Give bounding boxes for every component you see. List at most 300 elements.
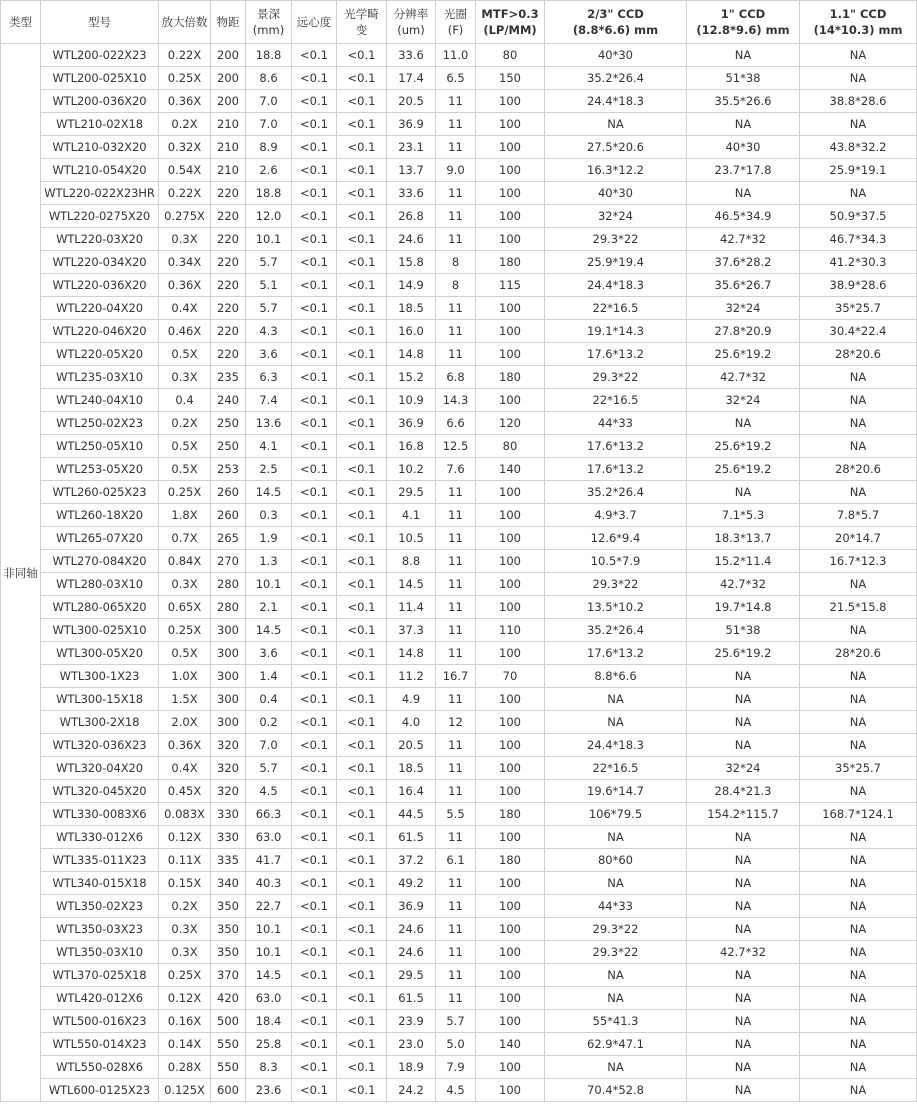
table-row: [1, 205, 917, 228]
cell-depth: 10.1: [246, 228, 292, 251]
cell-telecentricity: <0.1: [292, 987, 337, 1010]
cell-ccd-1: NA: [687, 849, 800, 872]
cell-ccd-2-3: 4.9*3.7: [545, 504, 687, 527]
cell-distortion: <0.1: [337, 1056, 387, 1079]
cell-mtf: 110: [476, 619, 545, 642]
table-row: [1, 320, 917, 343]
cell-magnification: 0.22X: [159, 182, 211, 205]
cell-telecentricity: <0.1: [292, 90, 337, 113]
cell-aperture: 11: [436, 205, 476, 228]
table-row: [1, 573, 917, 596]
cell-distortion: <0.1: [337, 573, 387, 596]
cell-model: WTL220-036X20: [41, 274, 159, 297]
cell-resolution: 29.5: [387, 481, 436, 504]
cell-ccd-1: 42.7*32: [687, 573, 800, 596]
cell-telecentricity: <0.1: [292, 44, 337, 67]
cell-resolution: 24.6: [387, 941, 436, 964]
cell-distortion: <0.1: [337, 182, 387, 205]
cell-ccd-1-1: NA: [800, 1033, 917, 1056]
cell-resolution: 8.8: [387, 550, 436, 573]
cell-model: WTL550-028X6: [41, 1056, 159, 1079]
cell-object-distance: 350: [211, 895, 246, 918]
cell-ccd-2-3: 29.3*22: [545, 918, 687, 941]
cell-telecentricity: <0.1: [292, 412, 337, 435]
cell-ccd-1-1: 38.9*28.6: [800, 274, 917, 297]
cell-resolution: 23.1: [387, 136, 436, 159]
cell-model: WTL300-025X10: [41, 619, 159, 642]
table-row: [1, 1056, 917, 1079]
cell-ccd-1-1: 28*20.6: [800, 343, 917, 366]
cell-object-distance: 210: [211, 159, 246, 182]
cell-model: WTL300-05X20: [41, 642, 159, 665]
cell-depth: 8.3: [246, 1056, 292, 1079]
cell-magnification: 0.11X: [159, 849, 211, 872]
cell-ccd-1-1: 28*20.6: [800, 458, 917, 481]
cell-ccd-2-3: 35.2*26.4: [545, 619, 687, 642]
cell-ccd-1-1: 38.8*28.6: [800, 90, 917, 113]
cell-ccd-1-1: NA: [800, 67, 917, 90]
cell-mtf: 100: [476, 1056, 545, 1079]
header-ccd-1: 1" CCD (12.8*9.6) mm: [687, 1, 800, 44]
table-row: [1, 665, 917, 688]
cell-ccd-1: NA: [687, 412, 800, 435]
cell-ccd-1: 19.7*14.8: [687, 596, 800, 619]
cell-ccd-1-1: 41.2*30.3: [800, 251, 917, 274]
cell-ccd-2-3: 55*41.3: [545, 1010, 687, 1033]
table-row: [1, 1010, 917, 1033]
cell-distortion: <0.1: [337, 343, 387, 366]
cell-magnification: 0.3X: [159, 366, 211, 389]
cell-mtf: 100: [476, 481, 545, 504]
cell-resolution: 36.9: [387, 895, 436, 918]
table-row: [1, 182, 917, 205]
cell-magnification: 0.28X: [159, 1056, 211, 1079]
cell-model: WTL280-03X10: [41, 573, 159, 596]
cell-telecentricity: <0.1: [292, 665, 337, 688]
cell-telecentricity: <0.1: [292, 274, 337, 297]
cell-resolution: 44.5: [387, 803, 436, 826]
table-row: [1, 481, 917, 504]
cell-distortion: <0.1: [337, 619, 387, 642]
cell-ccd-1: NA: [687, 1056, 800, 1079]
cell-ccd-1-1: 16.7*12.3: [800, 550, 917, 573]
cell-distortion: <0.1: [337, 964, 387, 987]
cell-ccd-1: 25.6*19.2: [687, 435, 800, 458]
table-row: [1, 389, 917, 412]
cell-aperture: 11: [436, 320, 476, 343]
cell-resolution: 20.5: [387, 90, 436, 113]
cell-ccd-1-1: NA: [800, 1079, 917, 1102]
cell-ccd-1: NA: [687, 1079, 800, 1102]
cell-magnification: 0.25X: [159, 481, 211, 504]
cell-magnification: 0.46X: [159, 320, 211, 343]
cell-magnification: 0.25X: [159, 964, 211, 987]
cell-telecentricity: <0.1: [292, 1033, 337, 1056]
cell-ccd-1: NA: [687, 734, 800, 757]
cell-telecentricity: <0.1: [292, 941, 337, 964]
table-row: [1, 895, 917, 918]
cell-distortion: <0.1: [337, 1010, 387, 1033]
cell-depth: 22.7: [246, 895, 292, 918]
cell-resolution: 15.8: [387, 251, 436, 274]
table-row: [1, 297, 917, 320]
cell-ccd-2-3: 25.9*19.4: [545, 251, 687, 274]
cell-magnification: 1.8X: [159, 504, 211, 527]
cell-depth: 2.1: [246, 596, 292, 619]
cell-magnification: 0.4X: [159, 297, 211, 320]
cell-depth: 63.0: [246, 826, 292, 849]
cell-ccd-1: 15.2*11.4: [687, 550, 800, 573]
cell-model: WTL253-05X20: [41, 458, 159, 481]
cell-ccd-2-3: 16.3*12.2: [545, 159, 687, 182]
cell-telecentricity: <0.1: [292, 596, 337, 619]
cell-resolution: 14.9: [387, 274, 436, 297]
cell-ccd-2-3: 17.6*13.2: [545, 435, 687, 458]
cell-ccd-2-3: 29.3*22: [545, 573, 687, 596]
cell-resolution: 11.4: [387, 596, 436, 619]
cell-aperture: 11: [436, 688, 476, 711]
cell-ccd-2-3: 13.5*10.2: [545, 596, 687, 619]
cell-ccd-1: 28.4*21.3: [687, 780, 800, 803]
cell-aperture: 11: [436, 964, 476, 987]
cell-object-distance: 250: [211, 435, 246, 458]
cell-resolution: 4.9: [387, 688, 436, 711]
cell-telecentricity: <0.1: [292, 918, 337, 941]
cell-ccd-2-3: 22*16.5: [545, 757, 687, 780]
cell-mtf: 70: [476, 665, 545, 688]
cell-ccd-2-3: 62.9*47.1: [545, 1033, 687, 1056]
cell-resolution: 29.5: [387, 964, 436, 987]
cell-resolution: 49.2: [387, 872, 436, 895]
cell-depth: 0.2: [246, 711, 292, 734]
cell-mtf: 180: [476, 849, 545, 872]
table-row: [1, 228, 917, 251]
cell-mtf: 100: [476, 918, 545, 941]
header-row: [1, 1, 917, 44]
cell-ccd-2-3: 17.6*13.2: [545, 343, 687, 366]
cell-ccd-2-3: 19.1*14.3: [545, 320, 687, 343]
cell-distortion: <0.1: [337, 251, 387, 274]
cell-ccd-1: NA: [687, 987, 800, 1010]
cell-telecentricity: <0.1: [292, 297, 337, 320]
table-row: [1, 458, 917, 481]
cell-mtf: 100: [476, 504, 545, 527]
cell-telecentricity: <0.1: [292, 458, 337, 481]
cell-resolution: 18.9: [387, 1056, 436, 1079]
cell-mtf: 100: [476, 1079, 545, 1102]
cell-aperture: 12.5: [436, 435, 476, 458]
cell-ccd-1: 35.6*26.7: [687, 274, 800, 297]
cell-ccd-1: 42.7*32: [687, 228, 800, 251]
cell-aperture: 7.6: [436, 458, 476, 481]
cell-ccd-1: 27.8*20.9: [687, 320, 800, 343]
cell-distortion: <0.1: [337, 113, 387, 136]
cell-telecentricity: <0.1: [292, 688, 337, 711]
cell-depth: 8.9: [246, 136, 292, 159]
cell-object-distance: 320: [211, 780, 246, 803]
cell-aperture: 11: [436, 228, 476, 251]
cell-ccd-1: 35.5*26.6: [687, 90, 800, 113]
cell-object-distance: 350: [211, 941, 246, 964]
cell-distortion: <0.1: [337, 849, 387, 872]
cell-magnification: 0.3X: [159, 228, 211, 251]
cell-model: WTL220-034X20: [41, 251, 159, 274]
cell-ccd-1: 18.3*13.7: [687, 527, 800, 550]
cell-distortion: <0.1: [337, 803, 387, 826]
cell-ccd-2-3: 40*30: [545, 182, 687, 205]
table-row: [1, 757, 917, 780]
cell-depth: 41.7: [246, 849, 292, 872]
cell-distortion: <0.1: [337, 458, 387, 481]
cell-magnification: 0.5X: [159, 343, 211, 366]
cell-resolution: 10.9: [387, 389, 436, 412]
cell-magnification: 0.5X: [159, 642, 211, 665]
table-row: [1, 688, 917, 711]
cell-mtf: 100: [476, 941, 545, 964]
cell-distortion: <0.1: [337, 435, 387, 458]
cell-aperture: 11: [436, 619, 476, 642]
cell-ccd-1-1: NA: [800, 1010, 917, 1033]
cell-aperture: 11: [436, 481, 476, 504]
cell-distortion: <0.1: [337, 688, 387, 711]
cell-ccd-2-3: 22*16.5: [545, 389, 687, 412]
cell-model: WTL235-03X10: [41, 366, 159, 389]
cell-ccd-1: 154.2*115.7: [687, 803, 800, 826]
cell-model: WTL300-1X23: [41, 665, 159, 688]
cell-depth: 10.1: [246, 573, 292, 596]
cell-telecentricity: <0.1: [292, 895, 337, 918]
cell-depth: 18.8: [246, 182, 292, 205]
cell-distortion: <0.1: [337, 320, 387, 343]
cell-distortion: <0.1: [337, 711, 387, 734]
cell-ccd-1: NA: [687, 1033, 800, 1056]
cell-aperture: 11: [436, 90, 476, 113]
cell-mtf: 100: [476, 113, 545, 136]
cell-ccd-1-1: 28*20.6: [800, 642, 917, 665]
cell-aperture: 11: [436, 550, 476, 573]
cell-mtf: 140: [476, 458, 545, 481]
cell-magnification: 1.0X: [159, 665, 211, 688]
cell-ccd-1: 25.6*19.2: [687, 642, 800, 665]
cell-distortion: <0.1: [337, 44, 387, 67]
cell-distortion: <0.1: [337, 527, 387, 550]
cell-object-distance: 265: [211, 527, 246, 550]
cell-ccd-1: 51*38: [687, 67, 800, 90]
cell-model: WTL550-014X23: [41, 1033, 159, 1056]
cell-resolution: 33.6: [387, 182, 436, 205]
table-row: [1, 918, 917, 941]
cell-depth: 7.0: [246, 90, 292, 113]
cell-object-distance: 550: [211, 1033, 246, 1056]
cell-depth: 14.5: [246, 481, 292, 504]
cell-ccd-1-1: NA: [800, 826, 917, 849]
cell-object-distance: 300: [211, 642, 246, 665]
cell-ccd-1: 42.7*32: [687, 366, 800, 389]
cell-resolution: 23.9: [387, 1010, 436, 1033]
cell-resolution: 16.8: [387, 435, 436, 458]
cell-telecentricity: <0.1: [292, 504, 337, 527]
cell-ccd-1: NA: [687, 688, 800, 711]
table-row: [1, 550, 917, 573]
cell-aperture: 11: [436, 895, 476, 918]
cell-resolution: 11.2: [387, 665, 436, 688]
cell-ccd-1: 25.6*19.2: [687, 343, 800, 366]
cell-ccd-1-1: 7.8*5.7: [800, 504, 917, 527]
cell-aperture: 5.0: [436, 1033, 476, 1056]
cell-resolution: 37.2: [387, 849, 436, 872]
cell-telecentricity: <0.1: [292, 320, 337, 343]
cell-ccd-2-3: 35.2*26.4: [545, 67, 687, 90]
cell-magnification: 0.54X: [159, 159, 211, 182]
cell-ccd-1-1: NA: [800, 964, 917, 987]
cell-aperture: 5.5: [436, 803, 476, 826]
cell-depth: 14.5: [246, 619, 292, 642]
cell-mtf: 100: [476, 90, 545, 113]
cell-object-distance: 220: [211, 182, 246, 205]
cell-aperture: 5.7: [436, 1010, 476, 1033]
cell-magnification: 1.5X: [159, 688, 211, 711]
cell-magnification: 0.22X: [159, 44, 211, 67]
cell-ccd-2-3: 29.3*22: [545, 941, 687, 964]
cell-aperture: 11: [436, 343, 476, 366]
cell-resolution: 13.7: [387, 159, 436, 182]
cell-ccd-1-1: NA: [800, 389, 917, 412]
cell-model: WTL330-012X6: [41, 826, 159, 849]
cell-telecentricity: <0.1: [292, 435, 337, 458]
cell-magnification: 0.16X: [159, 1010, 211, 1033]
table-row: [1, 412, 917, 435]
cell-model: WTL350-03X10: [41, 941, 159, 964]
cell-magnification: 0.65X: [159, 596, 211, 619]
cell-telecentricity: <0.1: [292, 550, 337, 573]
cell-depth: 5.7: [246, 757, 292, 780]
cell-resolution: 26.8: [387, 205, 436, 228]
header-ccd-1-1: 1.1" CCD (14*10.3) mm: [800, 1, 917, 44]
cell-depth: 5.1: [246, 274, 292, 297]
cell-resolution: 14.8: [387, 642, 436, 665]
cell-magnification: 0.4X: [159, 757, 211, 780]
cell-depth: 25.8: [246, 1033, 292, 1056]
cell-distortion: <0.1: [337, 642, 387, 665]
cell-model: WTL250-02X23: [41, 412, 159, 435]
cell-object-distance: 600: [211, 1079, 246, 1102]
cell-distortion: <0.1: [337, 412, 387, 435]
cell-ccd-2-3: NA: [545, 1056, 687, 1079]
cell-distortion: <0.1: [337, 481, 387, 504]
cell-depth: 14.5: [246, 964, 292, 987]
cell-object-distance: 220: [211, 320, 246, 343]
cell-object-distance: 500: [211, 1010, 246, 1033]
cell-ccd-1: NA: [687, 481, 800, 504]
cell-magnification: 0.25X: [159, 67, 211, 90]
cell-aperture: 11: [436, 941, 476, 964]
cell-resolution: 18.5: [387, 757, 436, 780]
cell-magnification: 0.3X: [159, 918, 211, 941]
cell-depth: 2.6: [246, 159, 292, 182]
cell-mtf: 100: [476, 343, 545, 366]
cell-aperture: 6.6: [436, 412, 476, 435]
cell-ccd-1-1: 21.5*15.8: [800, 596, 917, 619]
cell-resolution: 15.2: [387, 366, 436, 389]
cell-telecentricity: <0.1: [292, 527, 337, 550]
cell-telecentricity: <0.1: [292, 1056, 337, 1079]
cell-object-distance: 320: [211, 734, 246, 757]
cell-depth: 8.6: [246, 67, 292, 90]
cell-object-distance: 330: [211, 803, 246, 826]
cell-model: WTL220-0275X20: [41, 205, 159, 228]
cell-magnification: 0.25X: [159, 619, 211, 642]
cell-mtf: 100: [476, 527, 545, 550]
cell-telecentricity: <0.1: [292, 573, 337, 596]
cell-ccd-1: 40*30: [687, 136, 800, 159]
cell-mtf: 115: [476, 274, 545, 297]
cell-mtf: 100: [476, 711, 545, 734]
cell-object-distance: 200: [211, 90, 246, 113]
cell-resolution: 23.0: [387, 1033, 436, 1056]
cell-type: 非同轴: [1, 44, 41, 1102]
cell-mtf: 150: [476, 67, 545, 90]
cell-telecentricity: <0.1: [292, 964, 337, 987]
cell-distortion: <0.1: [337, 872, 387, 895]
cell-resolution: 36.9: [387, 412, 436, 435]
cell-telecentricity: <0.1: [292, 481, 337, 504]
cell-object-distance: 340: [211, 872, 246, 895]
cell-mtf: 100: [476, 596, 545, 619]
cell-magnification: 0.2X: [159, 412, 211, 435]
cell-model: WTL210-054X20: [41, 159, 159, 182]
cell-ccd-1: 37.6*28.2: [687, 251, 800, 274]
cell-ccd-2-3: 27.5*20.6: [545, 136, 687, 159]
cell-distortion: <0.1: [337, 550, 387, 573]
cell-ccd-2-3: NA: [545, 711, 687, 734]
cell-magnification: 0.275X: [159, 205, 211, 228]
cell-resolution: 33.6: [387, 44, 436, 67]
table-row: [1, 113, 917, 136]
cell-ccd-2-3: NA: [545, 987, 687, 1010]
cell-ccd-1-1: NA: [800, 711, 917, 734]
cell-ccd-1: NA: [687, 1010, 800, 1033]
cell-ccd-2-3: 70.4*52.8: [545, 1079, 687, 1102]
cell-resolution: 10.2: [387, 458, 436, 481]
cell-aperture: 7.9: [436, 1056, 476, 1079]
cell-object-distance: 420: [211, 987, 246, 1010]
cell-magnification: 0.3X: [159, 941, 211, 964]
cell-mtf: 100: [476, 688, 545, 711]
table-row: [1, 67, 917, 90]
cell-aperture: 8: [436, 251, 476, 274]
cell-depth: 1.9: [246, 527, 292, 550]
cell-ccd-1: 46.5*34.9: [687, 205, 800, 228]
cell-ccd-1: NA: [687, 964, 800, 987]
cell-ccd-1-1: NA: [800, 688, 917, 711]
cell-aperture: 4.5: [436, 1079, 476, 1102]
cell-mtf: 100: [476, 987, 545, 1010]
cell-object-distance: 350: [211, 918, 246, 941]
cell-telecentricity: <0.1: [292, 1079, 337, 1102]
cell-depth: 4.3: [246, 320, 292, 343]
cell-object-distance: 550: [211, 1056, 246, 1079]
cell-magnification: 0.36X: [159, 90, 211, 113]
table-row: [1, 849, 917, 872]
cell-distortion: <0.1: [337, 67, 387, 90]
cell-aperture: 11: [436, 642, 476, 665]
cell-ccd-2-3: 106*79.5: [545, 803, 687, 826]
cell-telecentricity: <0.1: [292, 251, 337, 274]
cell-ccd-2-3: 24.4*18.3: [545, 734, 687, 757]
cell-model: WTL220-04X20: [41, 297, 159, 320]
cell-ccd-1: 42.7*32: [687, 941, 800, 964]
cell-mtf: 100: [476, 895, 545, 918]
